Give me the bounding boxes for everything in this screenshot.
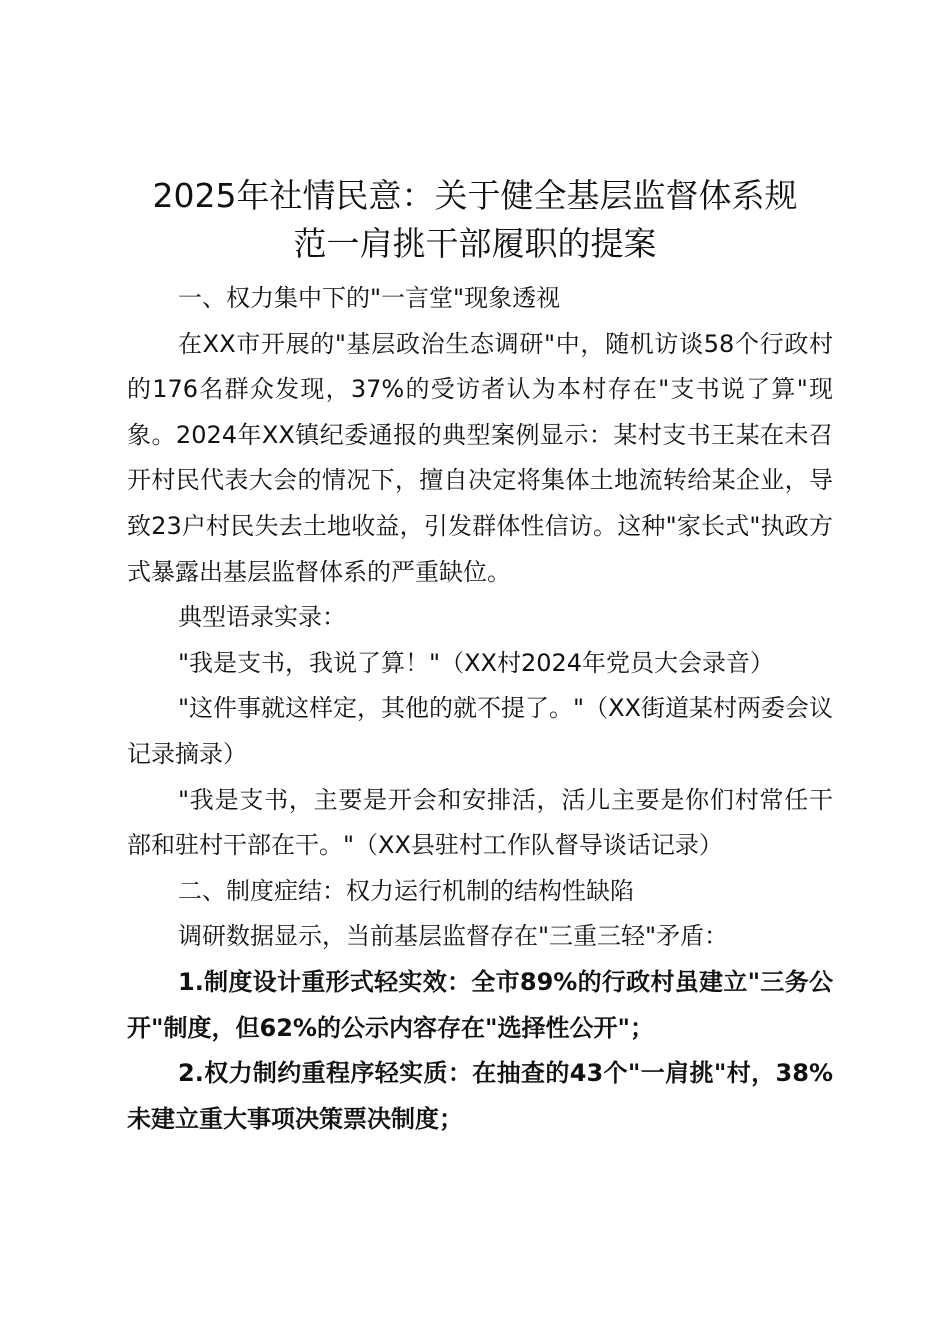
point-1: 1.制度设计重形式轻实效：全市89%的行政村虽建立"三务公开"制度，但62%的公示内容存在"选择性公开"； bbox=[127, 967, 833, 1042]
paragraph-survey: 在XX市开展的"基层政治生态调研"中，随机访谈58个行政村的176名群众发现，37%的受访者认为本村存在"支书说了算"现象。2024年XX镇纪委通报的典型案例显示：某村支书王某在未召开村民代表大会的情况下，擅自决定将集体土地流转给某企业，导致23户村民失去土地收益，引发群体性信访。这种"家长式"执政方式暴露出基层监督体系的严重缺位。 bbox=[127, 329, 833, 586]
document-title bbox=[120, 172, 830, 268]
title-line-2: 范一肩挑干部履职的提案 bbox=[293, 224, 657, 263]
quote-3: "我是支书，主要是开会和安排活，活儿主要是你们村常任干部和驻村干部在干。"（XX县驻村工作队督导谈话记录） bbox=[127, 785, 833, 860]
title-line-1: 2025年社情民意：关于健全基层监督体系规 bbox=[152, 176, 798, 215]
section-heading-1: 一、权力集中下的"一言堂"现象透视 bbox=[178, 284, 561, 312]
point-2: 2.权力制约重程序轻实质：在抽查的43个"一肩挑"村，38%未建立重大事项决策票决制度； bbox=[127, 1059, 833, 1133]
quote-1: "我是支书，我说了算！"（XX村2024年党员大会录音） bbox=[178, 648, 775, 677]
section-heading-2: 二、制度症结：权力运行机制的结构性缺陷 bbox=[178, 876, 634, 905]
quote-2: "这件事就这样定，其他的就不提了。"（XX街道某村两委会议记录摘录） bbox=[127, 694, 833, 768]
quotes-heading: 典型语录实录： bbox=[178, 603, 346, 632]
paragraph-data-intro: 调研数据显示，当前基层监督存在"三重三轻"矛盾： bbox=[178, 922, 729, 951]
document-body bbox=[127, 276, 833, 1142]
